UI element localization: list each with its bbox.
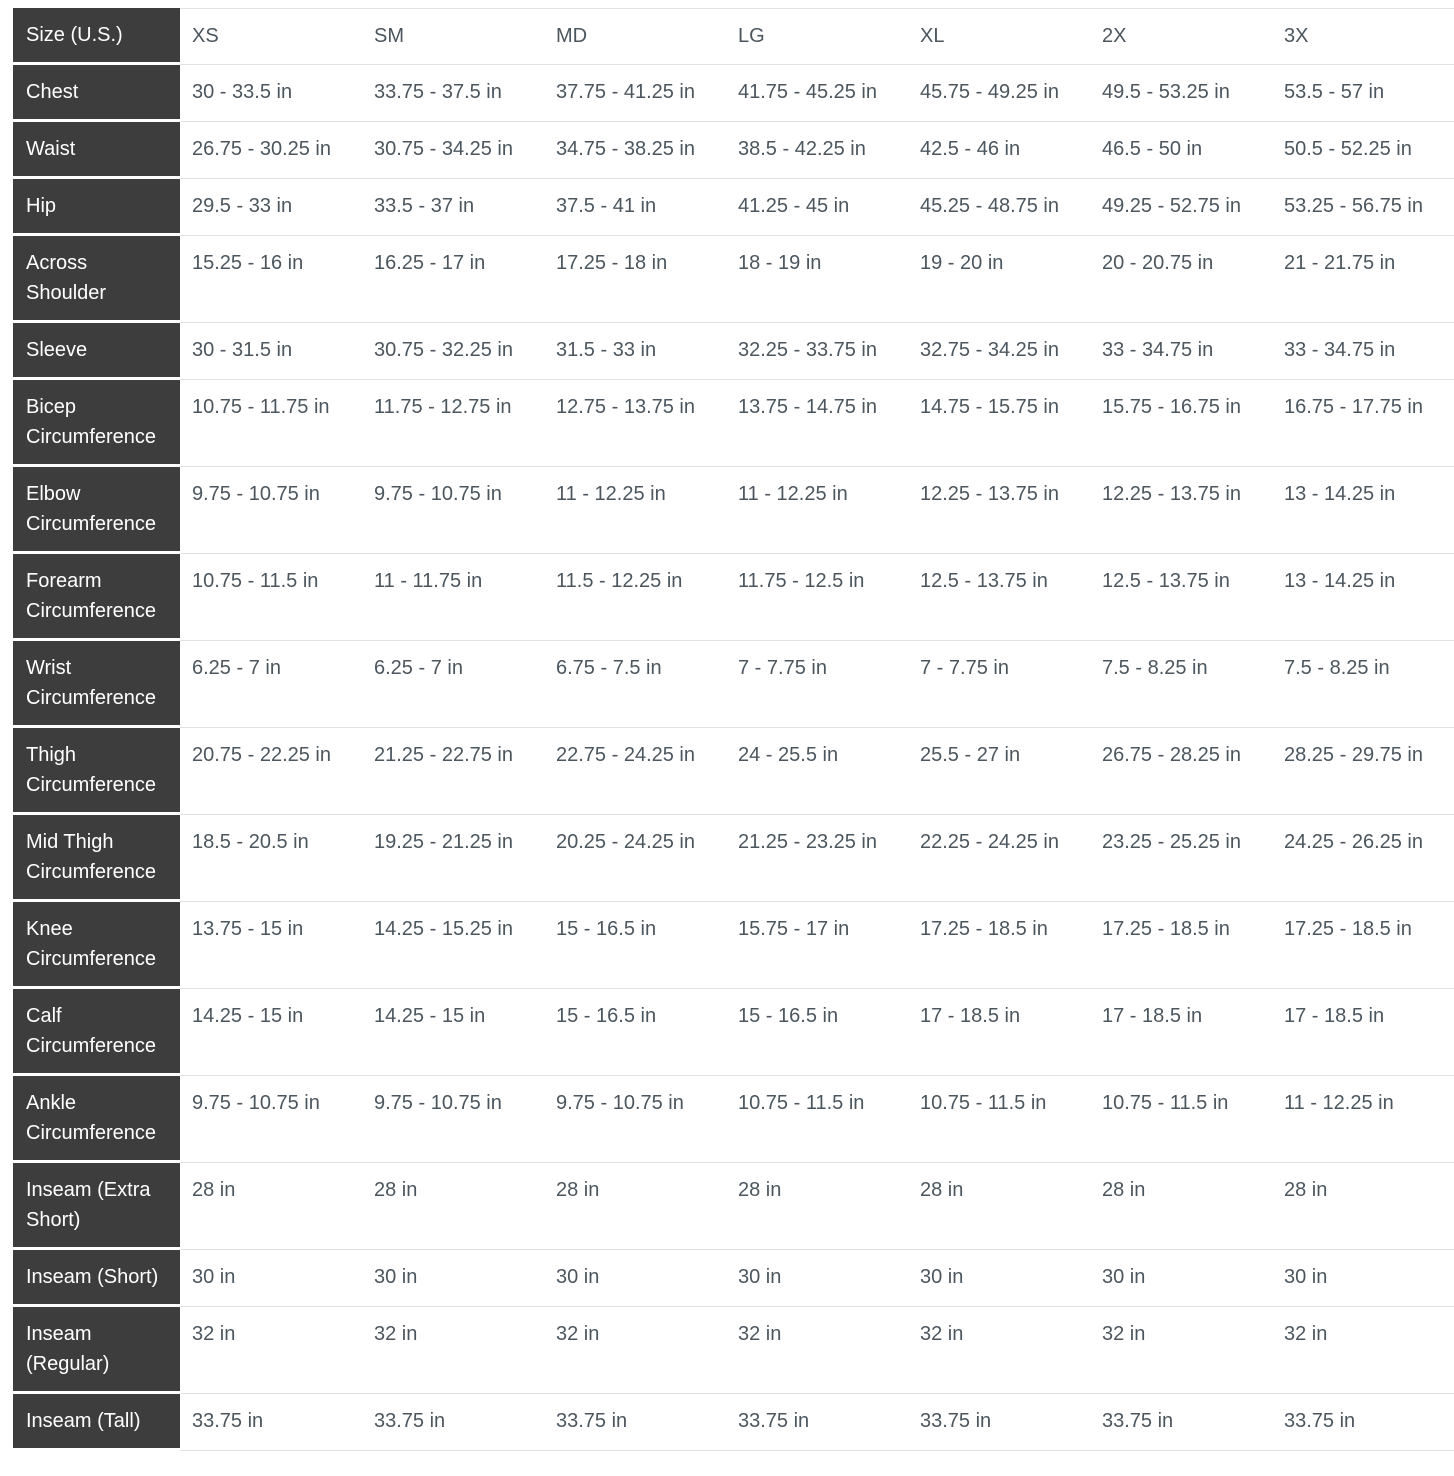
size-value-cell: 12.75 - 13.75 in: [544, 380, 726, 467]
size-value-cell: 33.75 in: [544, 1394, 726, 1451]
size-value-cell: 30 in: [544, 1250, 726, 1307]
size-value-cell: 11.5 - 12.25 in: [544, 554, 726, 641]
row-label: Inseam (Tall): [13, 1394, 180, 1451]
size-value-cell: 53.25 - 56.75 in: [1272, 179, 1454, 236]
table-row: [13, 1307, 1454, 1394]
table-row: [13, 554, 1454, 641]
size-value-cell: 46.5 - 50 in: [1090, 122, 1272, 179]
size-value-cell: 32 in: [180, 1307, 362, 1394]
table-row: [13, 236, 1454, 323]
size-value-cell: 15.75 - 17 in: [726, 902, 908, 989]
size-value-cell: 17.25 - 18 in: [544, 236, 726, 323]
size-value-cell: 14.25 - 15.25 in: [362, 902, 544, 989]
size-value-cell: 13 - 14.25 in: [1272, 554, 1454, 641]
size-value-cell: 20.25 - 24.25 in: [544, 815, 726, 902]
row-label: Across Shoulder: [13, 236, 180, 323]
size-value-cell: 32 in: [1272, 1307, 1454, 1394]
size-value-cell: 7 - 7.75 in: [726, 641, 908, 728]
size-value-cell: 17 - 18.5 in: [1090, 989, 1272, 1076]
size-value-cell: 30 - 33.5 in: [180, 65, 362, 122]
size-value-cell: 29.5 - 33 in: [180, 179, 362, 236]
row-label: Wrist Circumference: [13, 641, 180, 728]
size-value-cell: 23.25 - 25.25 in: [1090, 815, 1272, 902]
size-value-cell: 11.75 - 12.75 in: [362, 380, 544, 467]
size-value-cell: 22.25 - 24.25 in: [908, 815, 1090, 902]
row-label: Inseam (Short): [13, 1250, 180, 1307]
size-value-cell: 10.75 - 11.5 in: [180, 554, 362, 641]
size-value-cell: 53.5 - 57 in: [1272, 65, 1454, 122]
size-value-cell: 28 in: [908, 1163, 1090, 1250]
size-value-cell: 18 - 19 in: [726, 236, 908, 323]
size-value-cell: 9.75 - 10.75 in: [362, 1076, 544, 1163]
size-value-cell: 41.75 - 45.25 in: [726, 65, 908, 122]
size-column-header: 3X: [1272, 8, 1454, 65]
size-value-cell: 15.75 - 16.75 in: [1090, 380, 1272, 467]
size-value-cell: 21.25 - 23.25 in: [726, 815, 908, 902]
table-row: [13, 989, 1454, 1076]
size-value-cell: 14.25 - 15 in: [180, 989, 362, 1076]
row-label: Thigh Circumference: [13, 728, 180, 815]
table-row: [13, 1163, 1454, 1250]
table-row: [13, 65, 1454, 122]
size-value-cell: 7.5 - 8.25 in: [1272, 641, 1454, 728]
row-label: Calf Circumference: [13, 989, 180, 1076]
size-value-cell: 20 - 20.75 in: [1090, 236, 1272, 323]
size-value-cell: 11 - 12.25 in: [544, 467, 726, 554]
size-column-header: XS: [180, 8, 362, 65]
size-value-cell: 28 in: [726, 1163, 908, 1250]
size-value-cell: 21.25 - 22.75 in: [362, 728, 544, 815]
row-label: Chest: [13, 65, 180, 122]
size-value-cell: 11 - 11.75 in: [362, 554, 544, 641]
size-value-cell: 16.75 - 17.75 in: [1272, 380, 1454, 467]
size-value-cell: 19.25 - 21.25 in: [362, 815, 544, 902]
size-value-cell: 37.75 - 41.25 in: [544, 65, 726, 122]
size-value-cell: 12.25 - 13.75 in: [1090, 467, 1272, 554]
size-value-cell: 13.75 - 15 in: [180, 902, 362, 989]
size-value-cell: 30 in: [726, 1250, 908, 1307]
size-value-cell: 7 - 7.75 in: [908, 641, 1090, 728]
size-value-cell: 28 in: [1090, 1163, 1272, 1250]
row-label: Ankle Circumference: [13, 1076, 180, 1163]
size-value-cell: 34.75 - 38.25 in: [544, 122, 726, 179]
size-value-cell: 28.25 - 29.75 in: [1272, 728, 1454, 815]
row-label: Inseam (Regular): [13, 1307, 180, 1394]
size-value-cell: 49.5 - 53.25 in: [1090, 65, 1272, 122]
size-value-cell: 26.75 - 30.25 in: [180, 122, 362, 179]
size-column-header: SM: [362, 8, 544, 65]
size-value-cell: 13.75 - 14.75 in: [726, 380, 908, 467]
size-value-cell: 32 in: [908, 1307, 1090, 1394]
size-value-cell: 15.25 - 16 in: [180, 236, 362, 323]
header-row: [13, 8, 1454, 65]
row-label: Mid Thigh Circumference: [13, 815, 180, 902]
table-row: [13, 815, 1454, 902]
size-value-cell: 30 in: [1090, 1250, 1272, 1307]
size-value-cell: 28 in: [180, 1163, 362, 1250]
size-value-cell: 32.25 - 33.75 in: [726, 323, 908, 380]
size-value-cell: 17.25 - 18.5 in: [1090, 902, 1272, 989]
table-row: [13, 728, 1454, 815]
table-row: [13, 1394, 1454, 1451]
size-value-cell: 33.75 in: [726, 1394, 908, 1451]
size-value-cell: 24.25 - 26.25 in: [1272, 815, 1454, 902]
size-value-cell: 11 - 12.25 in: [726, 467, 908, 554]
size-value-cell: 33.75 in: [1272, 1394, 1454, 1451]
size-value-cell: 25.5 - 27 in: [908, 728, 1090, 815]
size-value-cell: 10.75 - 11.75 in: [180, 380, 362, 467]
size-value-cell: 30 in: [180, 1250, 362, 1307]
size-value-cell: 50.5 - 52.25 in: [1272, 122, 1454, 179]
size-value-cell: 15 - 16.5 in: [726, 989, 908, 1076]
table-row: [13, 467, 1454, 554]
size-value-cell: 45.25 - 48.75 in: [908, 179, 1090, 236]
size-value-cell: 28 in: [362, 1163, 544, 1250]
size-value-cell: 30 in: [362, 1250, 544, 1307]
size-value-cell: 7.5 - 8.25 in: [1090, 641, 1272, 728]
size-value-cell: 12.5 - 13.75 in: [1090, 554, 1272, 641]
size-value-cell: 45.75 - 49.25 in: [908, 65, 1090, 122]
size-value-cell: 32.75 - 34.25 in: [908, 323, 1090, 380]
size-value-cell: 6.75 - 7.5 in: [544, 641, 726, 728]
size-chart-table: [13, 8, 1454, 1451]
corner-header: Size (U.S.): [13, 8, 180, 65]
table-row: [13, 380, 1454, 467]
table-row: [13, 902, 1454, 989]
size-value-cell: 33.5 - 37 in: [362, 179, 544, 236]
size-column-header: MD: [544, 8, 726, 65]
size-value-cell: 6.25 - 7 in: [180, 641, 362, 728]
size-value-cell: 33.75 in: [908, 1394, 1090, 1451]
size-value-cell: 26.75 - 28.25 in: [1090, 728, 1272, 815]
size-value-cell: 21 - 21.75 in: [1272, 236, 1454, 323]
size-value-cell: 30 in: [908, 1250, 1090, 1307]
size-value-cell: 16.25 - 17 in: [362, 236, 544, 323]
size-value-cell: 28 in: [544, 1163, 726, 1250]
size-value-cell: 13 - 14.25 in: [1272, 467, 1454, 554]
size-value-cell: 37.5 - 41 in: [544, 179, 726, 236]
size-value-cell: 6.25 - 7 in: [362, 641, 544, 728]
size-value-cell: 33.75 in: [1090, 1394, 1272, 1451]
size-value-cell: 33.75 in: [362, 1394, 544, 1451]
size-value-cell: 12.5 - 13.75 in: [908, 554, 1090, 641]
size-value-cell: 15 - 16.5 in: [544, 902, 726, 989]
row-label: Hip: [13, 179, 180, 236]
measurement-rows: [13, 65, 1454, 1451]
size-value-cell: 11 - 12.25 in: [1272, 1076, 1454, 1163]
row-label: Knee Circumference: [13, 902, 180, 989]
table-row: [13, 122, 1454, 179]
size-column-header: LG: [726, 8, 908, 65]
size-value-cell: 30 - 31.5 in: [180, 323, 362, 380]
size-value-cell: 31.5 - 33 in: [544, 323, 726, 380]
size-value-cell: 28 in: [1272, 1163, 1454, 1250]
size-value-cell: 17 - 18.5 in: [1272, 989, 1454, 1076]
size-value-cell: 17 - 18.5 in: [908, 989, 1090, 1076]
table-row: [13, 1076, 1454, 1163]
table-row: [13, 641, 1454, 728]
size-value-cell: 18.5 - 20.5 in: [180, 815, 362, 902]
size-value-cell: 30.75 - 32.25 in: [362, 323, 544, 380]
size-value-cell: 10.75 - 11.5 in: [1090, 1076, 1272, 1163]
row-label: Elbow Circumference: [13, 467, 180, 554]
row-label: Sleeve: [13, 323, 180, 380]
size-value-cell: 24 - 25.5 in: [726, 728, 908, 815]
size-value-cell: 17.25 - 18.5 in: [1272, 902, 1454, 989]
size-value-cell: 10.75 - 11.5 in: [908, 1076, 1090, 1163]
size-column-header: 2X: [1090, 8, 1272, 65]
table-row: [13, 179, 1454, 236]
row-label: Forearm Circumference: [13, 554, 180, 641]
size-value-cell: 19 - 20 in: [908, 236, 1090, 323]
size-value-cell: 33 - 34.75 in: [1272, 323, 1454, 380]
size-value-cell: 32 in: [362, 1307, 544, 1394]
size-value-cell: 30 in: [1272, 1250, 1454, 1307]
size-value-cell: 20.75 - 22.25 in: [180, 728, 362, 815]
size-value-cell: 12.25 - 13.75 in: [908, 467, 1090, 554]
size-value-cell: 41.25 - 45 in: [726, 179, 908, 236]
size-value-cell: 11.75 - 12.5 in: [726, 554, 908, 641]
size-value-cell: 32 in: [1090, 1307, 1272, 1394]
size-value-cell: 42.5 - 46 in: [908, 122, 1090, 179]
size-value-cell: 10.75 - 11.5 in: [726, 1076, 908, 1163]
table-row: [13, 323, 1454, 380]
size-value-cell: 15 - 16.5 in: [544, 989, 726, 1076]
size-value-cell: 32 in: [726, 1307, 908, 1394]
size-value-cell: 17.25 - 18.5 in: [908, 902, 1090, 989]
size-value-cell: 14.75 - 15.75 in: [908, 380, 1090, 467]
size-value-cell: 33 - 34.75 in: [1090, 323, 1272, 380]
size-value-cell: 9.75 - 10.75 in: [180, 467, 362, 554]
size-value-cell: 22.75 - 24.25 in: [544, 728, 726, 815]
size-value-cell: 9.75 - 10.75 in: [544, 1076, 726, 1163]
size-value-cell: 33.75 - 37.5 in: [362, 65, 544, 122]
size-value-cell: 30.75 - 34.25 in: [362, 122, 544, 179]
size-value-cell: 33.75 in: [180, 1394, 362, 1451]
size-value-cell: 9.75 - 10.75 in: [362, 467, 544, 554]
size-value-cell: 38.5 - 42.25 in: [726, 122, 908, 179]
size-value-cell: 49.25 - 52.75 in: [1090, 179, 1272, 236]
row-label: Bicep Circumference: [13, 380, 180, 467]
table-row: [13, 1250, 1454, 1307]
row-label: Inseam (Extra Short): [13, 1163, 180, 1250]
size-value-cell: 32 in: [544, 1307, 726, 1394]
size-value-cell: 9.75 - 10.75 in: [180, 1076, 362, 1163]
row-label: Waist: [13, 122, 180, 179]
size-column-header: XL: [908, 8, 1090, 65]
size-value-cell: 14.25 - 15 in: [362, 989, 544, 1076]
